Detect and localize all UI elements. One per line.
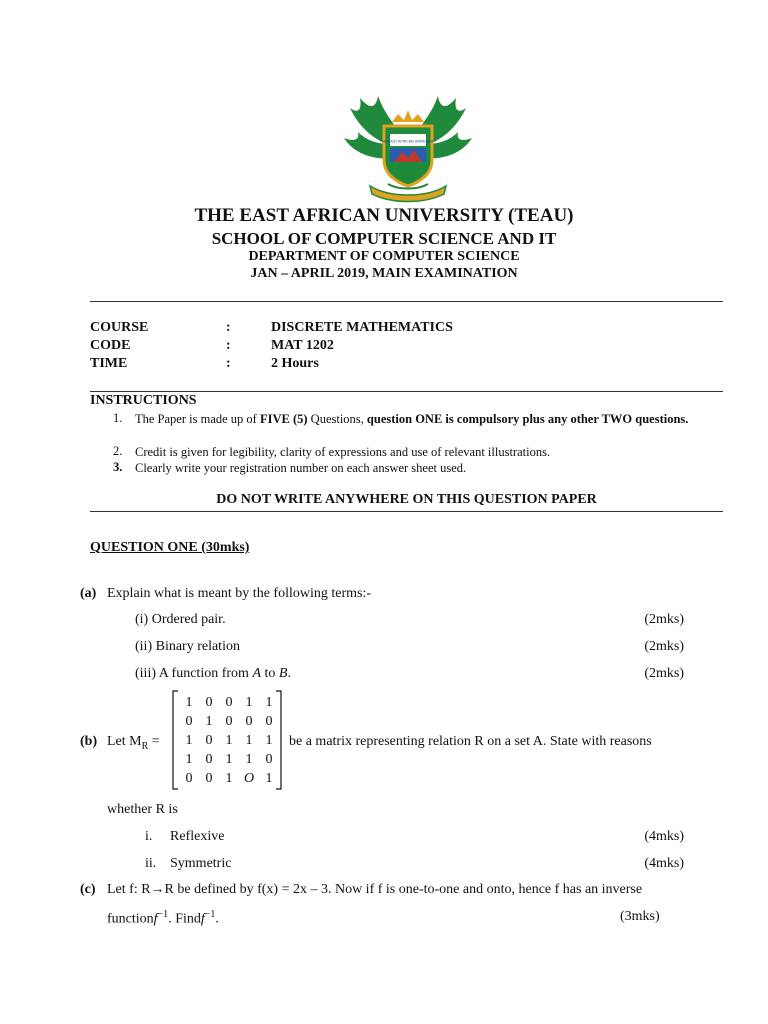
matrix-table <box>179 693 279 788</box>
course-key: COURSE <box>90 320 149 335</box>
code-value: MAT 1202 <box>271 338 334 353</box>
part-c-line1: Let f: R→R be defined by f(x) = 2x – 3. Now if f is one-to-one and onto, hence f has an inverse <box>107 882 643 897</box>
part-b-ii: Symmetric <box>170 856 232 871</box>
instruction-1: The Paper is made up of FIVE (5) Questions, question ONE is compulsory plus any other TWO questions. <box>135 412 689 426</box>
matrix-cell: 1 <box>265 694 273 710</box>
code-key: CODE <box>90 338 131 353</box>
university-logo <box>340 88 476 206</box>
part-b-ii-num: ii. <box>145 856 157 871</box>
matrix-cell: 0 <box>205 770 213 786</box>
school-name: SCHOOL OF COMPUTER SCIENCE AND IT <box>211 229 557 248</box>
instruction-3-num: 3. <box>113 460 123 474</box>
relation-matrix <box>172 690 282 790</box>
matrix-cell: 0 <box>185 770 193 786</box>
instructions-heading: INSTRUCTIONS <box>90 393 197 408</box>
instruction-3: Clearly write your registration number on each answer sheet used. <box>135 461 467 475</box>
question-one-heading: QUESTION ONE (30mks) <box>90 540 250 555</box>
part-b-let: Let $M_R$ = <box>107 734 160 752</box>
part-b-ii-marks: (4mks) <box>644 856 684 871</box>
divider-top <box>90 301 723 302</box>
matrix-cell: 0 <box>245 713 253 729</box>
instruction-2: Credit is given for legibility, clarity of expressions and use of relevant illustrations. <box>135 445 551 459</box>
matrix-cell: 0 <box>185 713 193 729</box>
matrix-cell: 1 <box>185 751 193 767</box>
divider-warning <box>90 511 723 512</box>
time-value: 2 Hours <box>271 356 319 371</box>
part-a-iii-marks: (2mks) <box>644 666 684 681</box>
department-name: DEPARTMENT OF COMPUTER SCIENCE <box>248 249 520 264</box>
matrix-cell: O <box>243 770 255 786</box>
matrix-cell: 0 <box>205 732 213 748</box>
divider-instructions <box>90 391 723 392</box>
matrix-cell: 0 <box>205 751 213 767</box>
matrix-cell: 1 <box>225 732 233 748</box>
part-b-i-marks: (4mks) <box>644 829 684 844</box>
part-a-iii: (iii) A function from A to B. <box>135 666 291 681</box>
matrix-cell: 1 <box>265 770 273 786</box>
part-c-label: (c) <box>80 882 96 897</box>
code-colon: : <box>226 338 231 353</box>
warning-text: DO NOT WRITE ANYWHERE ON THIS QUESTION PAPER <box>216 492 597 507</box>
course-colon: : <box>226 320 231 335</box>
part-a-i: (i) Ordered pair. <box>135 612 226 627</box>
matrix-cell: 1 <box>245 732 253 748</box>
matrix-cell: 0 <box>225 713 233 729</box>
instruction-1-num: 1. <box>113 411 123 425</box>
part-b-i-num: i. <box>145 829 153 844</box>
matrix-cell: 1 <box>225 770 233 786</box>
part-a-ii: (ii) Binary relation <box>135 639 240 654</box>
matrix-cell: 1 <box>185 732 193 748</box>
part-a-i-marks: (2mks) <box>644 612 684 627</box>
part-b-i: Reflexive <box>170 829 225 844</box>
matrix-cell: 1 <box>265 732 273 748</box>
time-colon: : <box>226 356 231 371</box>
matrix-cell: 0 <box>265 751 273 767</box>
part-a-label: (a) <box>80 586 97 601</box>
matrix-cell: 1 <box>185 694 193 710</box>
instruction-2-num: 2. <box>113 444 123 458</box>
matrix-cell: 1 <box>245 694 253 710</box>
university-name: THE EAST AFRICAN UNIVERSITY (TEAU) <box>194 205 574 226</box>
logo-text: THE EAST AFRICAN UNIVERSITY <box>379 139 437 144</box>
course-value: DISCRETE MATHEMATICS <box>271 320 453 335</box>
matrix-cell: 1 <box>245 751 253 767</box>
matrix-cell: 1 <box>205 713 213 729</box>
part-a-text: Explain what is meant by the following terms:- <box>107 586 372 601</box>
part-a-ii-marks: (2mks) <box>644 639 684 654</box>
part-c-line2: functionf$^{-1}$. Findf$^{-1}$. <box>107 909 219 927</box>
matrix-cell: 0 <box>265 713 273 729</box>
part-b-text: be a matrix representing relation R on a set A. State with reasons <box>289 734 652 749</box>
part-b-whether: whether R is <box>107 802 178 817</box>
part-c-marks: (3mks) <box>620 909 660 924</box>
exam-session: JAN – APRIL 2019, MAIN EXAMINATION <box>250 266 518 281</box>
matrix-cell: 1 <box>225 751 233 767</box>
matrix-cell: 0 <box>205 694 213 710</box>
matrix-cell: 0 <box>225 694 233 710</box>
time-key: TIME <box>90 356 128 371</box>
part-b-label: (b) <box>80 734 98 749</box>
